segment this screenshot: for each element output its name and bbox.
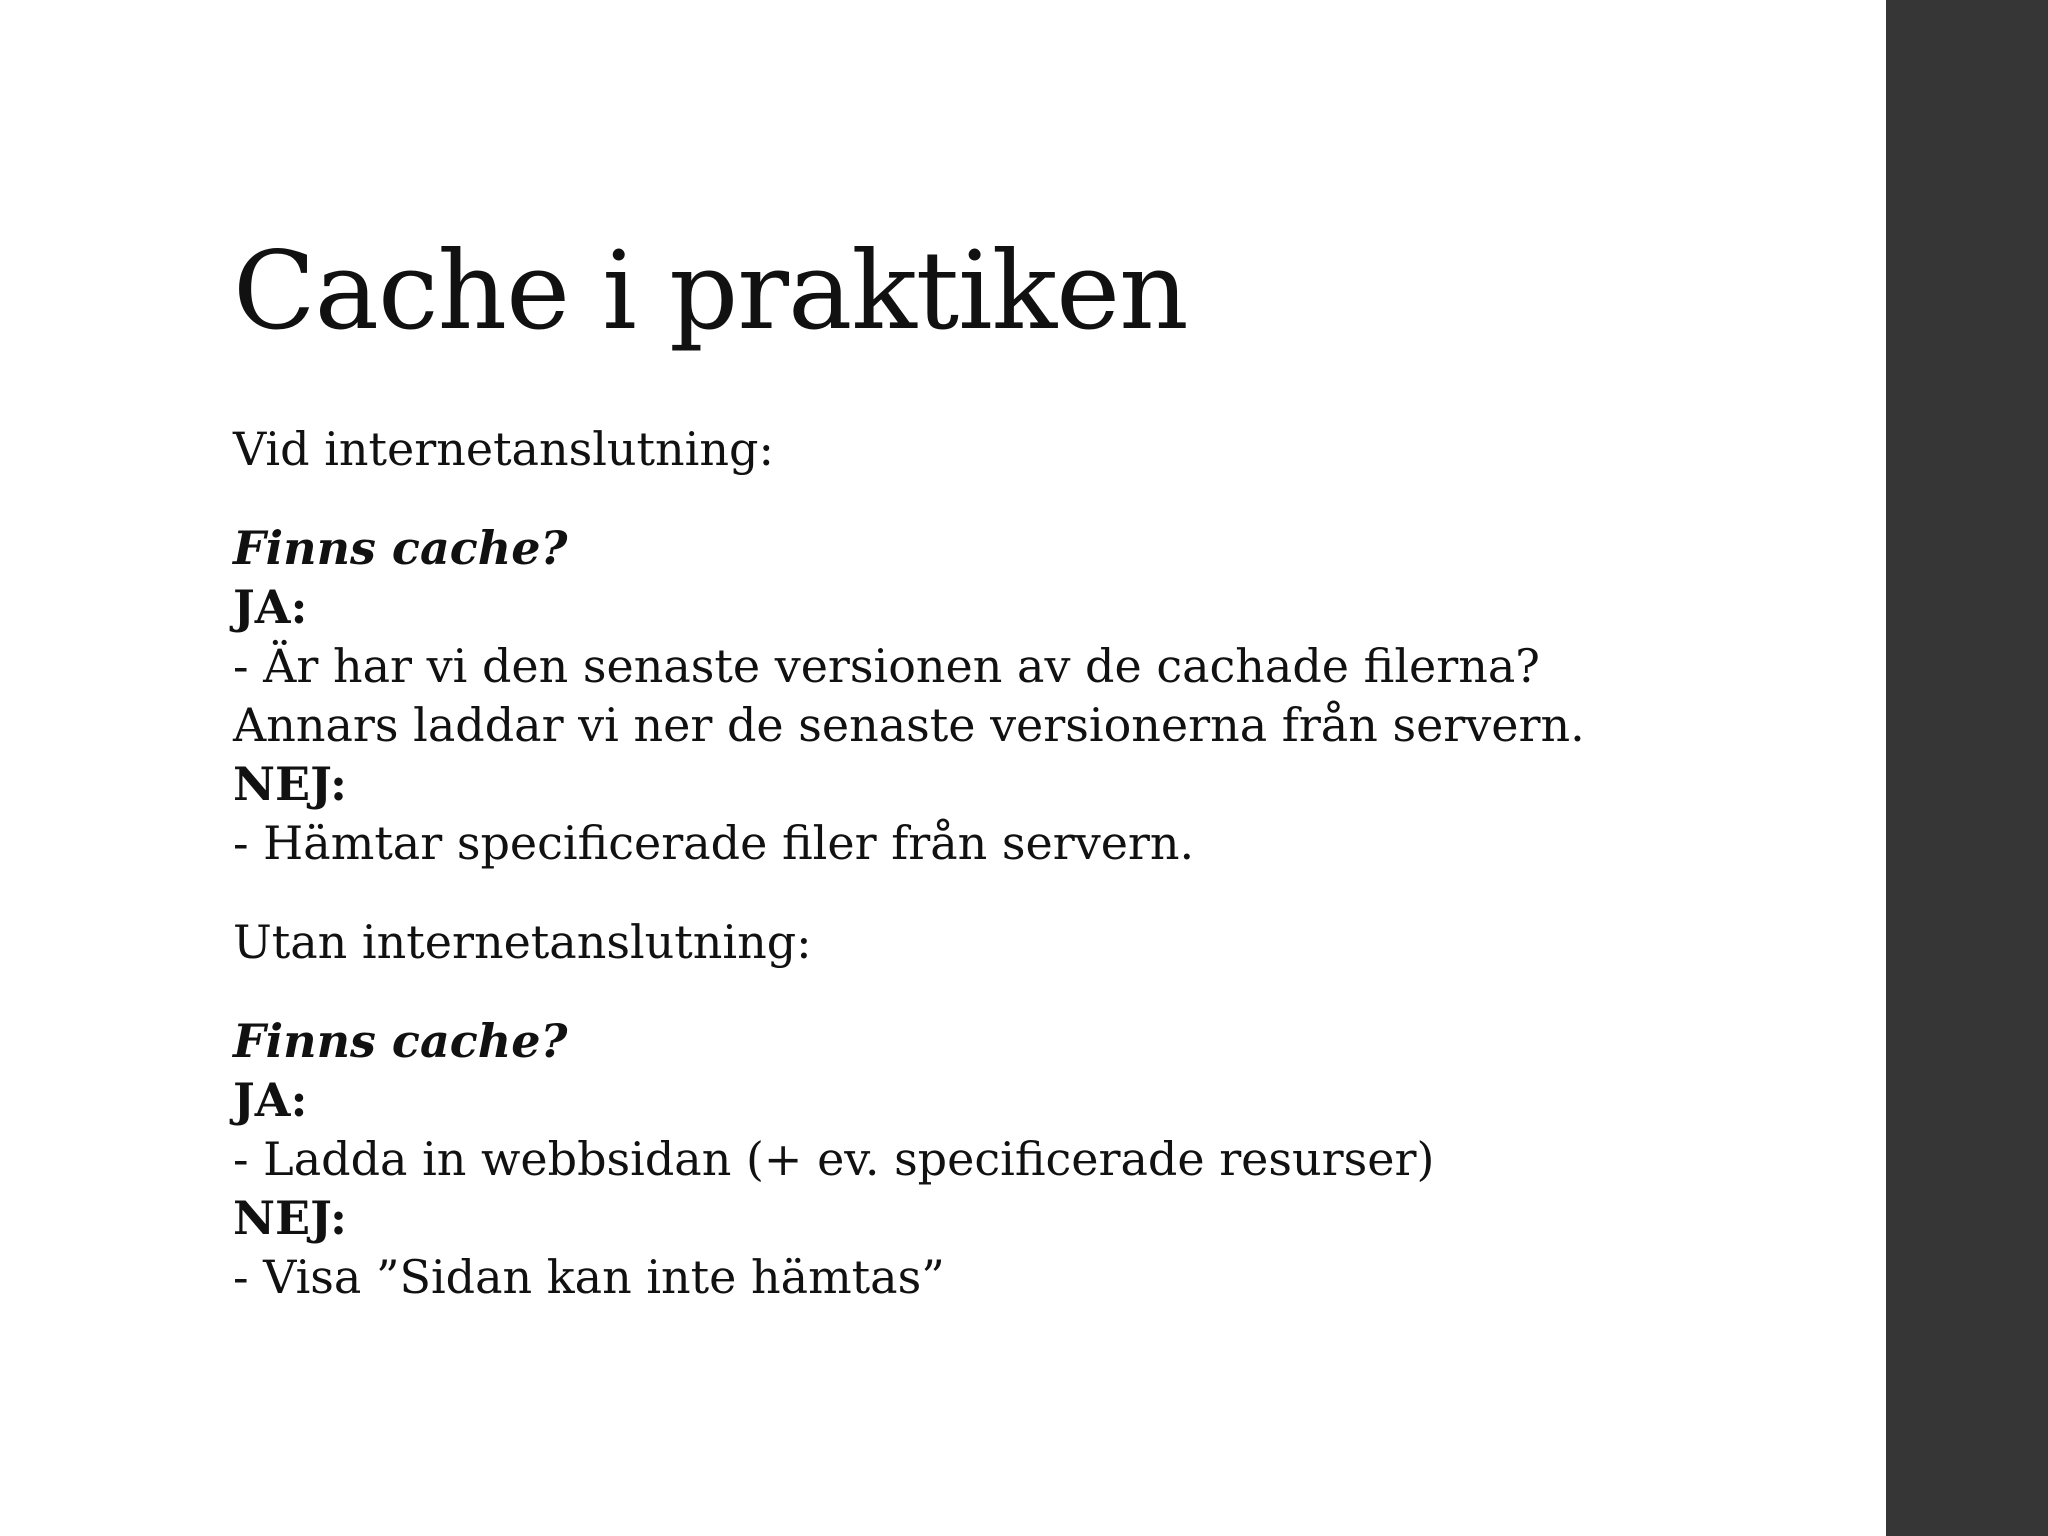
online-no-label: NEJ: <box>233 757 347 811</box>
online-yes-label: JA: <box>233 580 308 634</box>
offline-no-label: NEJ: <box>233 1191 347 1245</box>
online-yes-line-2: Annars laddar vi ner de senaste versionerna från servern. <box>233 698 1585 752</box>
online-yes-line-1: - Är har vi den senaste versionen av de cachade filerna? <box>233 639 1540 693</box>
online-question: Finns cache? <box>233 521 568 575</box>
offline-question: Finns cache? <box>233 1014 568 1068</box>
offline-yes-label: JA: <box>233 1073 308 1127</box>
slide-body <box>233 420 1853 1307</box>
online-no-line-1: - Hämtar specificerade filer från servern. <box>233 816 1195 870</box>
online-heading: Vid internetanslutning: <box>233 422 774 476</box>
side-accent-bar <box>1886 0 2048 1536</box>
offline-yes-line-1: - Ladda in webbsidan (+ ev. specificerade resurser) <box>233 1132 1435 1186</box>
offline-no-line-1: - Visa ”Sidan kan inte hämtas” <box>233 1250 945 1304</box>
spacer <box>233 972 1853 1012</box>
spacer <box>233 479 1853 519</box>
slide-title: Cache i praktiken <box>233 229 1188 354</box>
spacer <box>233 873 1853 913</box>
offline-heading: Utan internetanslutning: <box>233 915 812 969</box>
